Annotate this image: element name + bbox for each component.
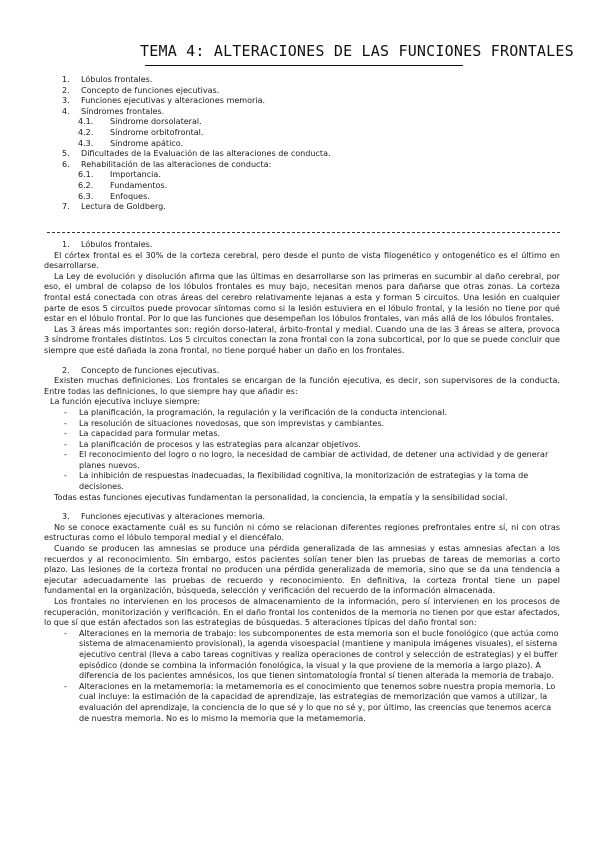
list-item: - La capacidad para formular metas. [64, 429, 560, 440]
toc-item-2 [62, 86, 542, 97]
dash-list [44, 408, 560, 493]
section-heading-3 [44, 512, 560, 523]
paragraph: Las 3 áreas más importantes son: región dorso-lateral, árbito-frontal y medial. Cuando una de las 3 áreas se altera, provoca 3 síndrome frontales distintos. Los 5 circuitos conectan la zona frontal con la zona subcortical, por lo que se puede concluir que siempre que esté dañada la zona frontal, no tiene porqué haber un daño en los frontales. [44, 324, 560, 355]
paragraph: Existen muchas definiciones. Los frontales se encargan de la función ejecutiva, es decir, son supervisores de la conducta. Entre todas las definiciones, lo que siempre hay que añadir es: [44, 376, 560, 396]
toc-item-4-3 [62, 139, 542, 150]
toc-item-3 [62, 96, 542, 107]
toc-num: 4.2. [78, 127, 94, 137]
toc-num: 4.1. [78, 117, 94, 127]
toc-label: Lóbulos frontales. [81, 75, 153, 84]
paragraph: La Ley de evolución y disolución afirma que las últimas en desarrollarse son las primeras en sucumbir al daño cerebral, por eso, el umbral de colapso de los lóbulos frontales es muy bajo, necesitan menos para dañarse que otras zonas. La corteza frontal está conectada con otras áreas del cerebro relativamente lejanas a esta y forman 5 circuitos. Una lesión en cualquier parte de esos 5 circuitos puede provocar síntomas como si la lesión estuviera en el lóbulo frontal, y la lesión no tiene por qué estar en el lóbulo frontal. Por lo que las funciones que desempeñan los lóbulos frontales, van más allá de los lóbulos frontales. [44, 271, 560, 324]
toc-num: 2. [62, 85, 70, 95]
dash-list [44, 629, 560, 724]
toc-item-7 [62, 202, 542, 213]
list-item: - La planificación, la programación, la regulación y la verificación de la conducta intencional. [64, 408, 560, 419]
list-lead: La función ejecutiva incluye siempre: [50, 397, 201, 407]
list-item: - El reconocimiento del logro o no logro, la necesidad de cambiar de actividad, de detener una actividad y de generar planes nuevos. [64, 450, 560, 471]
section-title: Lóbulos frontales. [81, 240, 153, 249]
toc-label: Concepto de funciones ejecutivas. [81, 85, 220, 95]
toc-item-5 [62, 149, 542, 160]
table-of-contents [62, 75, 542, 213]
toc-item-4-2 [62, 128, 542, 139]
toc-label: Dificultades de la Evaluación de las alteraciones de conducta. [81, 149, 331, 159]
section-heading-2 [44, 366, 560, 377]
section-number: 2. [62, 365, 70, 375]
toc-item-6-1 [62, 170, 542, 181]
toc-label: Síndrome dorsolateral. [110, 117, 202, 127]
paragraph: Cuando se producen las amnesias se produce una pérdida generalizada de las amnesias y estas amnesias afectan a los recuerdos y al reconocimiento. Sin embargo, estos pacientes solían tener bien las pruebas de tareas de memorias a corto plazo. Las lesiones de la corteza frontal no producen una pérdida generalizada de memoria, sino que se da una tendencia a ejecutar adecuadamente las pruebas de recuerdo y reconocimiento. En definitiva, la corteza frontal tiene un papel fundamental en la organización, búsqueda, selección y verificación del recuerdo de la información almacenada. [44, 544, 560, 596]
toc-label: Rehabilitación de las alteraciones de conducta: [81, 159, 272, 169]
paragraph: El córtex frontal es el 30% de la corteza cerebral, pero desde el punto de vista filogenético y ontogenético es el último en desarrollarse. [44, 250, 560, 271]
toc-item-6 [62, 160, 542, 171]
paragraph: Los frontales no intervienen en los procesos de almacenamiento de la información, pero sí intervienen en los procesos de recuperación, monitorización y verificación. En el daño frontal los contenidos de la memoria no tienen por que estar afectados, lo que sí que están afectados son las estrategias de búsquedas. 5 alteraciones típicas del daño frontal son: [44, 597, 560, 628]
toc-item-6-3 [62, 192, 542, 203]
toc-label: Importancia. [110, 170, 161, 180]
list-item: - La inhibición de respuestas inadecuadas, la flexibilidad cognitiva, la monitorización de estrategias y la toma de decisiones. [64, 471, 560, 492]
toc-num: 6.1. [78, 170, 94, 180]
toc-num: 7. [62, 202, 70, 212]
title-underline [145, 65, 463, 66]
list-item: - Alteraciones en la metamemoria: la metamemoria es el conocimiento que tenemos sobre nuestra propia memoria. Lo cual incluye: la estimación de la capacidad de aprendizaje, las estrategias de memorización que vamos a utilizar, la evaluación del aprendizaje, la conciencia de lo que sé y lo que no sé y, por último, las creencias que tenemos acerca de nuestra memoria. No es lo mismo la memoria que la metamemoria. [64, 682, 560, 724]
toc-num: 4.3. [78, 138, 94, 148]
toc-label: Síndrome orbitofrontal. [110, 127, 204, 137]
toc-label: Funciones ejecutivas y alteraciones memoria. [81, 96, 266, 106]
list-item: - La planificación de procesos y las estrategias para alcanzar objetivos. [64, 440, 560, 451]
section-heading-1 [44, 240, 560, 251]
paragraph: No se conoce exactamente cuál es su función ni cómo se relacionan diferentes regiones prefrontales entre sí, ni con otras estructuras como el lóbulo temporal medial y el diencéfalo. [44, 522, 560, 543]
toc-num: 4. [62, 106, 70, 116]
section-title: Concepto de funciones ejecutivas. [81, 365, 220, 375]
page-title: TEMA 4: ALTERACIONES DE LAS FUNCIONES FRONTALES [140, 42, 574, 60]
toc-num: 6.3. [78, 191, 94, 201]
toc-num: 6.2. [78, 180, 94, 190]
paragraph: Todas estas funciones ejecutivas fundamentan la personalidad, la conciencia, la empatía y la sensibilidad social. [54, 492, 508, 502]
section-number: 1. [62, 240, 70, 249]
list-item: - Alteraciones en la memoria de trabajo: los subcomponentes de esta memoria son el bucle fonológico (que actúa como sistema de almacenamiento provisional), la agenda visoespacial (mantiene y manipula imágenes visuales), el sistema ejecutivo central (lleva a cabo tareas cognitivas y realiza operaciones de control y selección de estrategias) y el buffer episódico (donde se combina la información fonológica, la visual y la que proviene de la memoria a largo plazo). A diferencia de los pacientes amnésicos, los que tienen sintomatología frontal sí tienen alterada la memoria de trabajo. [64, 629, 560, 682]
toc-label: Enfoques. [110, 191, 150, 201]
toc-label: Síndromes frontales. [81, 106, 165, 116]
toc-label: Síndrome apático. [110, 138, 184, 148]
toc-label: Lectura de Goldberg. [81, 202, 166, 212]
section-number: 3. [62, 512, 70, 522]
toc-num: 1. [62, 75, 70, 84]
list-item: - La resolución de situaciones novedosas, que son imprevistas y cambiantes. [64, 419, 560, 430]
document-body [44, 240, 560, 724]
toc-num: 6. [62, 159, 70, 169]
toc-item-6-2 [62, 181, 542, 192]
toc-item-4-1 [62, 117, 542, 128]
toc-item-4 [62, 107, 542, 118]
toc-num: 5. [62, 149, 70, 159]
dashed-separator [47, 232, 560, 233]
toc-item-1 [62, 75, 542, 86]
toc-label: Fundamentos. [110, 180, 168, 190]
toc-num: 3. [62, 96, 70, 106]
section-title: Funciones ejecutivas y alteraciones memoria. [81, 512, 266, 522]
